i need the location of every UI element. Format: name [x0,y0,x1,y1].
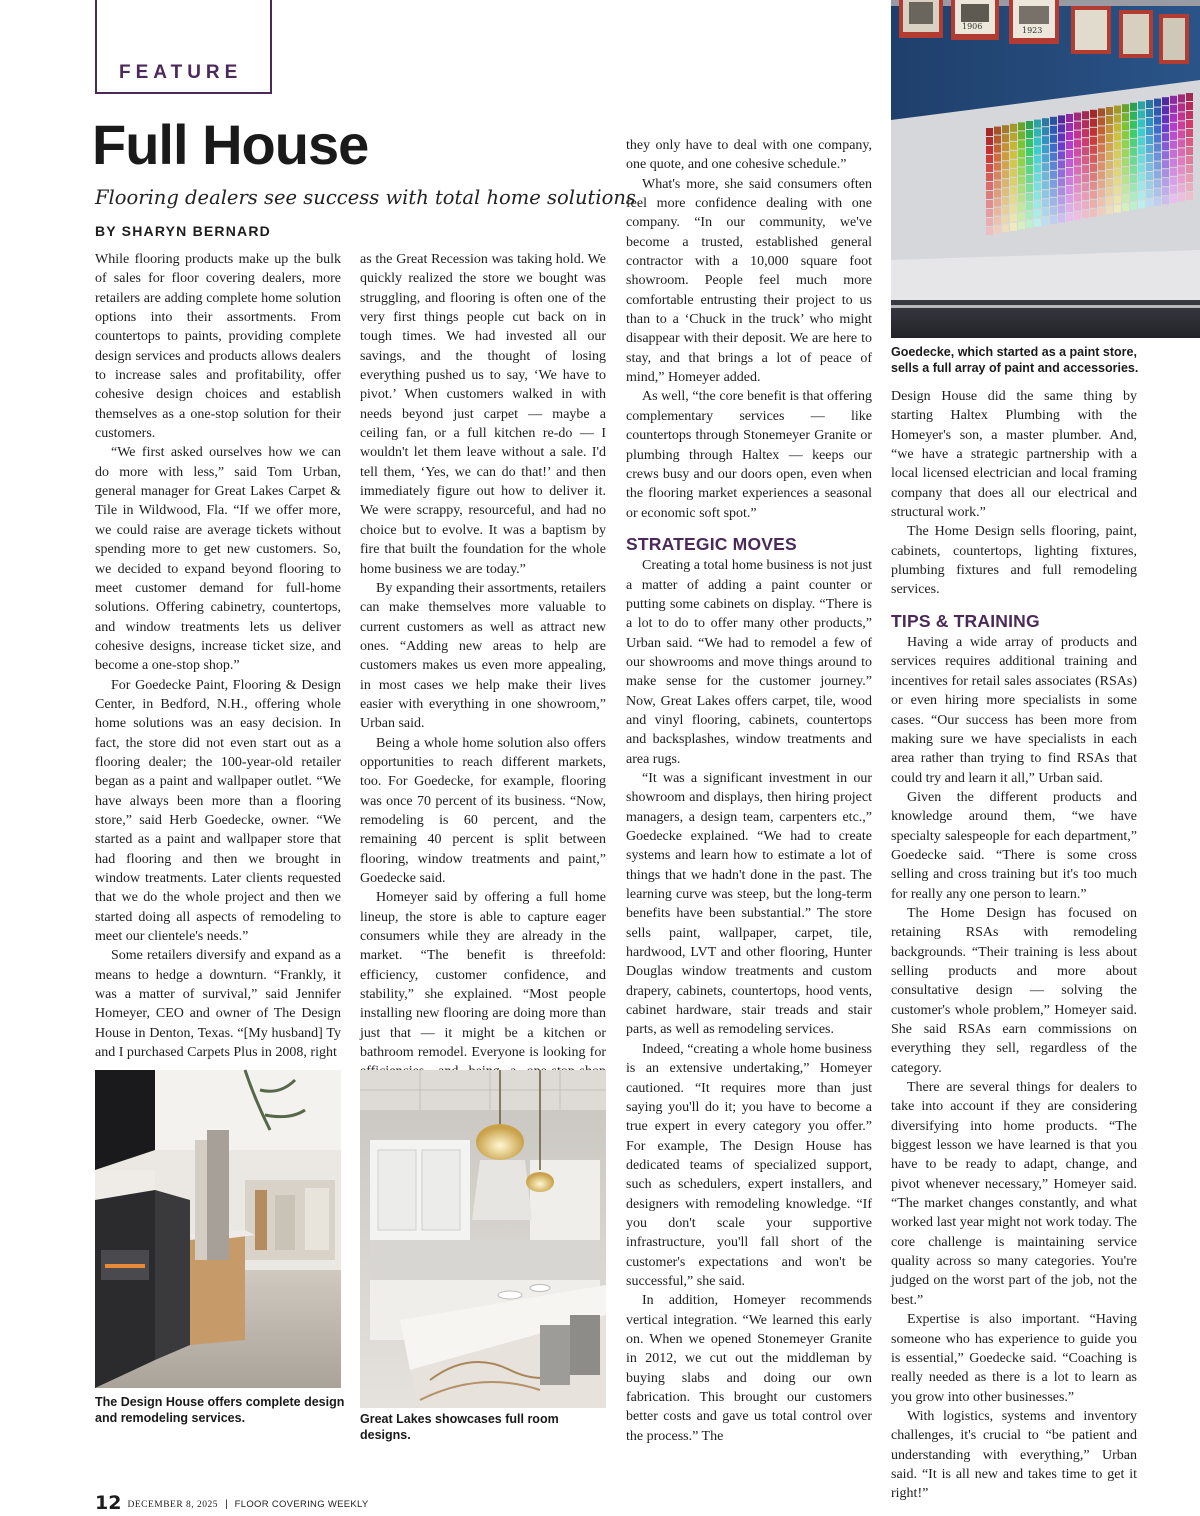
paragraph: In addition, Homeyer recommends vertical integration. “We learned this early on. When we opened Stonemeyer Granite in 2012, we cut out the middleman by buying slabs and doing our own fabrication. This brought our customers better costs and gave us total control over the process.” The [626,1293,872,1444]
paragraph: “We first asked ourselves how we can do more with less,” said Tom Urban, general manager for Great Lakes Carpet & Tile in Wildwood, Fla. “If we offer more, we could raise are average tickets without spending more to get new customers. So, we decided to expand beyond flooring to meet customer demand for full-home solutions. Offering cabinetry, countertops, and window treatments lets us deliver cohesive designs, increase ticket size, and become a one-stop shop.” [95,445,341,674]
paragraph: they only have to deal with one company, one quote, and one cohesive schedule.” [626,138,872,173]
paragraph: Some retailers diversify and expand as a means to hedge a downturn. “Frankly, it was a matter of survival,” said Jennifer Homeyer, CEO and owner of The Design House in Denton, Texas. “[My husband] Ty and I purchased Carpets Plus in 2008, right [95,948,341,1061]
paragraph: The Home Design sells flooring, paint, cabinets, countertops, lighting fixtures, plumbing fixtures and full remodeling services. [891,524,1137,598]
paragraph: The Home Design has focused on retaining RSAs with remodeling backgrounds. “Their training is less about selling products and more about consultative design — solving the customer's whole problem,” Homeyer said. She said RSAs earn commissions on everything they sell, regardless of the category. [891,905,1137,1076]
paragraph: With logistics, systems and inventory challenges, it's crucial to “be patient and understanding with everything,” Urban said. “It is all new and takes time to get it right!” [891,1408,1137,1502]
paragraph: Expertise is also important. “Having someone who has experience to guide you is essential,” Goedecke said. “Coaching is really needed as there is a lot to learn as you grow into other businesses.” [891,1312,1137,1405]
byline: BY SHARYN BERNARD [95,223,271,239]
page-footer [95,1492,369,1514]
page-number: 12 [95,1492,122,1514]
paragraph: For Goedecke Paint, Flooring & Design Center, in Bedford, N.H., offering whole home solutions was an easy decision. In fact, the store did not even start out as a flooring dealer; the 100-year-old retailer began as a paint and wallpaper outlet. “We have always been more than a flooring store,” said Herb Goedecke, owner. “We started as a paint and wallpaper store that had flooring and then we brought in window treatments. Later clients requested that we do the whole project and then we started doing all aspects of remodeling to meet our clientele's needs.” [95,677,341,945]
subhead-tips-training: TIPS & TRAINING [891,610,1040,631]
feature-section-box [95,0,272,94]
kitchen-caption: Great Lakes showcases full room designs. [360,1412,559,1442]
kitchen-photo [360,1070,606,1408]
paragraph: While flooring products make up the bulk of sales for floor covering dealers, more retailers are adding complete home solution options into their assortments. From countertops to paints, providing complete design services and products allows dealers to increase sales and profitability, offer cohesive design choices and establish themselves as a one-stop solution for their customers. [95,252,341,442]
paragraph: There are several things for dealers to take into account if they are considering diversifying into home products. “The biggest lesson we have learned is that you have to be ready to adapt, change, and pivot whenever necessary,” Homeyer said. “The market changes constantly, and what worked last year might not work today. The core challenge is maintaining service quality across so many categories. You're judged on the worst part of the job, not the best.” [891,1080,1137,1308]
headline: Full House [92,113,369,176]
paragraph: By expanding their assortments, retailers can make themselves more valuable to current customers as well as attract new ones. “Adding new areas to help are customers makes us even more appealing, in most cases we help make their lives easier with everything in one showroom,” Urban said. [360,580,606,732]
article-column-4 [891,387,1137,1502]
paragraph: Having a wide array of products and services requires additional training and incentives for retail sales associates (RSAs) or even hiring more specialists in some cases. “Our success has been more from making sure we have specialists in each area rather than trying to find RSAs that could try and learn it all,” Urban said. [891,635,1137,786]
frame-year-1906: 1906 [962,22,983,31]
issue-date: DECEMBER 8, 2025 [127,1500,219,1510]
paragraph: Creating a total home business is not just a matter of adding a paint counter or putting some cabinets on display. “There is a lot to do to offer many other products,” Urban said. “We had to remodel a few of our showrooms and move things around to make sense for the customer journey.” Now, Great Lakes offers carpet, tile, wood and vinyl flooring, cabinets, countertops and backsplashes, window treatments and area rugs. [626,558,872,767]
paragraph: As well, “the core benefit is that offering complementary services — like countertops through Stonemeyer Granite or plumbing through Haltex — keeps our crews busy and our doors open, even when the flooring market experiences a seasonal or economic soft spot.” [626,389,872,521]
paragraph: Being a whole home solution also offers opportunities to reach different markets, too. For Goedecke, for example, flooring was once 70 percent of its business. “Now, remodeling is 60 percent, and the remaining 40 percent is split between flooring, window treatments and paint,” Goedecke said. [360,735,606,886]
paragraph: as the Great Recession was taking hold. We quickly realized the store we bought was struggling, and flooring is often one of the very first things people cut back on in tough times. We had invested all our savings, and the thought of losing everything pushed us to say, ‘We have to pivot.’ When customers walked in with needs beyond just carpet — maybe a ceiling fan, or a full kitchen re-do — I wouldn't let them leave without a sale. I'd tell them, ‘Yes, we can do that!’ and then immediately figure out how to deliver it. We were scrappy, resourceful, and had no choice but to evolve. It was a baptism by fire that built the foundation for the whole home business we are today.” [360,252,606,577]
paint-store-caption: Goedecke, which started as a paint store, sells a full array of paint and accessories. [891,345,1139,375]
paragraph: Design House did the same thing by starting Haltex Plumbing with the Homeyer's son, a master plumber. And, “we have a strategic partnership with a local licensed electrician and local framing company that does all our electrical and structural work.” [891,389,1137,521]
paragraph: Indeed, “creating a whole home business is an extensive undertaking,” Homeyer cautioned. “It requires more than just saying you'll do it; you have to become a true expert in every category you offer.” For example, The Design House has dedicated teams of specialized support, such as schedulers, expert installers, and designers with remodeling knowledge. “If you don't scale your supportive infrastructure, you'll fall short of the customer's expectations and won't be successful,” she said. [626,1041,872,1289]
footer-separator: | [225,1499,228,1510]
paragraph: What's more, she said consumers often feel more confidence dealing with one company. “In our community, we've become a trusted, established general contractor with a 10,000 square foot showroom. People feel much more comfortable entrusting their project to us than to a ‘Chuck in the truck’ who might disappear with their deposit. We are here to stay, and that brings a lot of peace of mind,” Homeyer added. [626,176,872,386]
section-label: FEATURE [119,62,243,83]
article-column-1 [95,250,341,1062]
design-house-caption: The Design House offers complete design and remodeling services. [95,1395,345,1425]
subhead-strategic-moves: STRATEGIC MOVES [626,533,797,554]
design-house-photo [95,1070,341,1388]
article-column-2 [360,250,606,1062]
publication-name: FLOOR COVERING WEEKLY [234,1499,369,1510]
paint-store-photo [891,0,1200,338]
frame-year-1923: 1923 [1022,26,1043,35]
paragraph: Given the different products and knowledge around them, “we have specialty salespeople for each department,” Goedecke said. “There is some cross selling and cross training but it's too much for really any one person to learn.” [891,789,1137,902]
deck: Flooring dealers see success with total home solutions [95,186,636,209]
paragraph: Homeyer said by offering a full home lineup, the store is able to capture eager consumers while they are already in the market. “The benefit is threefold: efficiency, customer confidence, and stability,” she explained. “Most people installing new flooring are doing more than just that — it might be a kitchen or bathroom remodel. Everyone is looking for [360,890,606,1061]
paragraph: “It was a significant investment in our showroom and displays, then hiring project managers, a design team, carpenters etc.,” Goedecke explained. “We had to create systems and learn how to estimate a lot of things that we hadn't done in the past. The learning curve was steep, but the long-term benefits have been substantial.” The store sells paint, wallpaper, carpet, tile, hardwood, LVT and other flooring, Hunter Douglas window treatments and custom drapery, cabinets, countertops, hood vents, cabinet hardware, stair treads and stair parts, as well as remodeling services. [626,771,872,1038]
article-column-3 [626,136,872,1486]
